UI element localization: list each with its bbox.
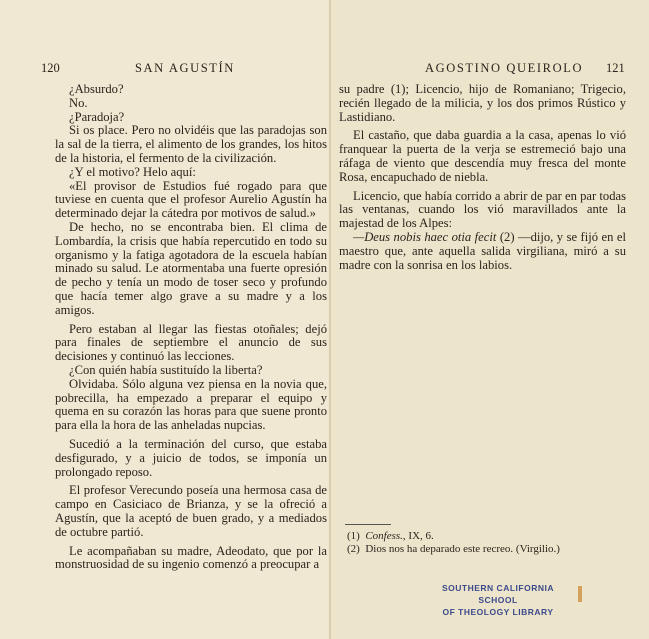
right-page-number: 121	[606, 61, 625, 75]
paragraph: Pero estaban al llegar las fiestas otoñales; dejó para finales de septiembre el anuncio de sus decisiones y continuó las lecciones.	[55, 321, 327, 364]
latin-quote: —Deus nobis haec otia fecit	[353, 229, 497, 244]
paragraph-quote	[339, 231, 626, 272]
paragraph: ¿Con quién había sustituído la liberta?	[69, 362, 263, 377]
paragraph: ¿Y el motivo? Helo aquí:	[69, 164, 196, 179]
paragraph: ¿Absurdo?	[69, 82, 124, 96]
paragraph: ¿Paradoja?	[69, 109, 125, 124]
paragraph: De hecho, no se encontraba bien. El clima de Lombardía, la crisis que había repercutido en todo su organismo y la fatiga agotadora de la escuela habían minado su salud. Le atormentaba una fuerte opresión de pecho y tenía un modo de toser seco y profundo que hacía temer algo grave a su madre y a los amigos.	[55, 219, 327, 317]
paragraph: Si os place. Pero no olvidéis que las paradojas son la sal de la tierra, el alimento de los grandes, los hitos de la historia, el fermento de la civilización.	[55, 123, 327, 165]
stamp-line-2: OF THEOLOGY LIBRARY	[442, 607, 554, 617]
footnote-1: (1) Confess., IX, 6.	[347, 530, 434, 542]
paragraph: su padre (1); Licencio, hijo de Romaniano; Trigecio, recién llegado de la milicia, y los dos primos Rústico y Lastidiano.	[339, 82, 626, 124]
paragraph: No.	[69, 95, 88, 110]
paragraph: «El provisor de Estudios fué rogado para que tuviese en cuenta que el profesor Aurelio Agustín ha determinado dejar la cátedra por motivos de salud.»	[55, 178, 327, 221]
paragraph: Olvidaba. Sólo alguna vez piensa en la novia que, pobrecilla, ha empezado a preparar el equipo y quema en su corazón las horas para que suene pronto para ella la hora de las anheladas nupcias.	[55, 376, 327, 433]
right-body-text	[339, 83, 626, 272]
library-stamp	[433, 582, 563, 618]
book-gutter	[329, 0, 331, 639]
paragraph: El castaño, que daba guardia a la casa, apenas lo vió franquear la puerta de la verja se estremeció bajo una ráfaga de viento que descendía muy fresca del monte Rosa, encapuchado de niebla.	[339, 128, 626, 184]
left-running-head: SAN AGUSTÍN	[135, 61, 235, 75]
left-body-text	[55, 83, 327, 572]
footnotes	[347, 530, 560, 556]
paragraph: Licencio, que había corrido a abrir de par en par todas las ventanas, cuando los vió maravillados ante la majestad de los Alpes:	[339, 188, 626, 231]
paragraph: Le acompañaban su madre, Adeodato, que por la monstruosidad de su ingenio comenzó a preocupar a	[55, 543, 327, 572]
quote-continuation: (2) —dijo, y se fijó en el maestro que, ante aquella salida virgiliana, miró a su madre con la sonrisa en los labios.	[339, 229, 626, 272]
paragraph: El profesor Verecundo poseía una hermosa casa de campo en Casiciaco de Brianza, y se la ofreció a Agustín, que la aceptó de buen grado, y a mediados de octubre partió.	[55, 483, 327, 539]
footnote-2: (2) Dios nos ha deparado este recreo. (Virgilio.)	[347, 543, 560, 555]
paragraph: Sucedió a la terminación del curso, que estaba desfigurado, y a juicio de todos, se imponía un prolongado reposo.	[55, 436, 327, 479]
ink-mark	[578, 586, 582, 602]
stamp-line-1: SOUTHERN CALIFORNIA SCHOOL	[442, 583, 554, 605]
footnote-rule	[345, 524, 391, 525]
right-running-head: AGOSTINO QUEIROLO	[425, 61, 584, 75]
left-page-number: 120	[41, 61, 60, 75]
